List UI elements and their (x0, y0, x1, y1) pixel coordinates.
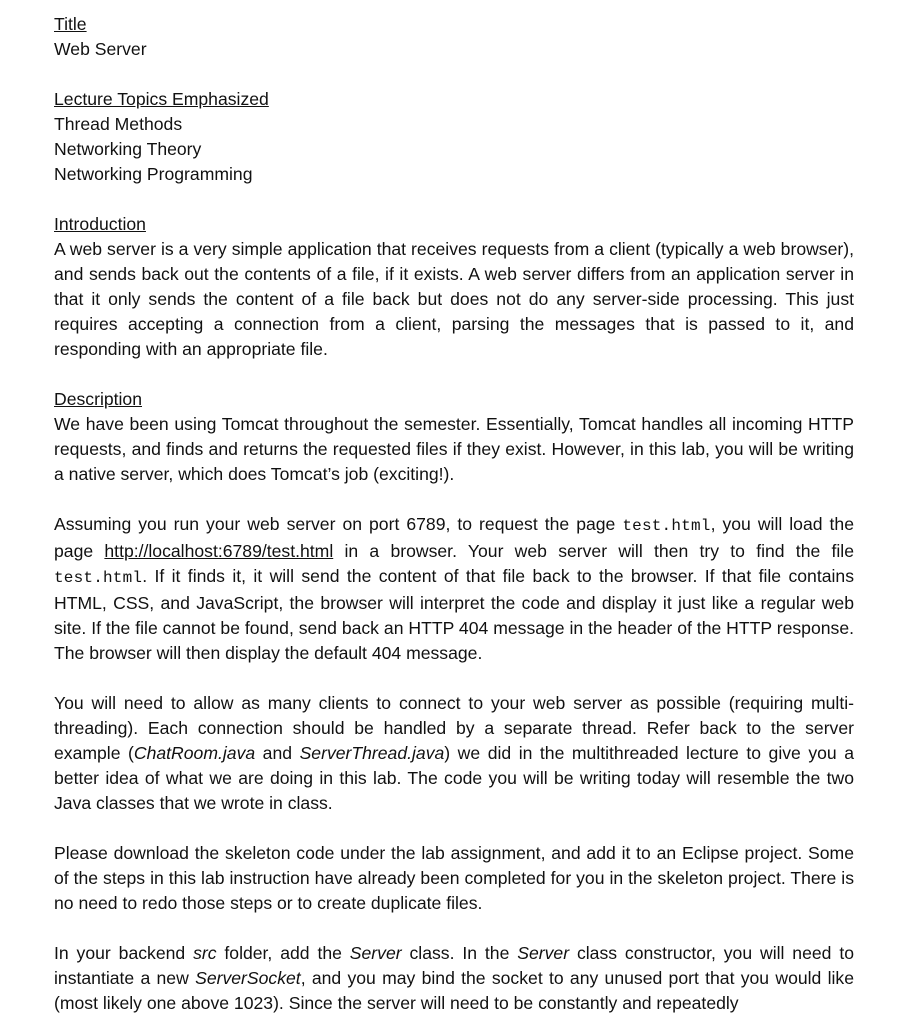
description-section (54, 387, 854, 1016)
paragraph-text: class constructor, you will need to instantiate a new (54, 943, 854, 988)
paragraph-text: class. In the (401, 943, 518, 963)
italic-term: ServerSocket (195, 968, 301, 988)
spacer (54, 816, 854, 841)
topics-heading: Lecture Topics Emphasized (54, 89, 269, 109)
description-paragraph-3 (54, 691, 854, 816)
paragraph-text: You will need to allow as many clients to connect to your web server as possible (requiring multi-threading). Each connection should be handled by a separate thread. Refer back to the server example ( (54, 693, 854, 763)
description-paragraph-4: Please download the skeleton code under the lab assignment, and add it to an Eclipse project. Some of the steps in this lab instruction have already been completed for you in the skeleton project. There is no need to redo those steps or to create duplicate files. (54, 843, 854, 913)
document-page (54, 12, 854, 1016)
introduction-paragraph: A web server is a very simple application that receives requests from a client (typically a web browser), and sends back out the contents of a file, if it exists. A web server differs from an application server in that it only sends the content of a file back but does not do any server-side processing. This just requires accepting a connection from a client, parsing the messages that is passed to it, and responding with an appropriate file. (54, 239, 854, 359)
title-value: Web Server (54, 39, 147, 59)
paragraph-text: . If it finds it, it will send the content of that file back to the browser. If that file contains HTML, CSS, and JavaScript, the browser will interpret the code and display it just like a regular web site. If the file cannot be found, send back an HTTP 404 message in the header of the HTTP response. The browser will then display the default 404 message. (54, 566, 854, 663)
italic-filename: ChatRoom.java (133, 743, 256, 763)
spacer (54, 62, 854, 87)
topic-item: Networking Programming (54, 164, 253, 184)
italic-term: Server (517, 943, 570, 963)
paragraph-text: In your backend (54, 943, 194, 963)
italic-term: src (193, 943, 217, 963)
description-paragraph-5 (54, 941, 854, 1016)
spacer (54, 487, 854, 512)
description-paragraph-2 (54, 512, 854, 666)
paragraph-text: and (255, 743, 300, 763)
paragraph-text: folder, add the (216, 943, 350, 963)
paragraph-text: in a browser. Your web server will then try to find the file (333, 541, 855, 561)
paragraph-text: , and you may bind the socket to any unused port that you would like (most likely one above 1023). Since the server will need to be constantly and repeatedly (54, 968, 854, 1013)
topic-item: Thread Methods (54, 114, 183, 134)
title-heading: Title (54, 14, 87, 34)
localhost-link[interactable]: http://localhost:6789/test.html (104, 541, 334, 561)
spacer (54, 187, 854, 212)
introduction-heading: Introduction (54, 214, 146, 234)
topics-section (54, 87, 854, 187)
spacer (54, 916, 854, 941)
spacer (54, 666, 854, 691)
paragraph-text: Assuming you run your web server on port 6789, to request the page (54, 514, 623, 534)
italic-term: Server (349, 943, 402, 963)
title-section (54, 12, 854, 62)
inline-code: test.html (622, 517, 711, 535)
paragraph-text: ) we did in the multithreaded lecture to give you a better idea of what we are doing in this lab. The code you will be writing today will resemble the two Java classes that we wrote in class. (54, 743, 854, 813)
description-heading: Description (54, 389, 143, 409)
inline-code: test.html (54, 569, 143, 587)
introduction-section (54, 212, 854, 362)
paragraph-text: , you will load the page (54, 514, 854, 561)
italic-filename: ServerThread.java (299, 743, 445, 763)
topic-item: Networking Theory (54, 139, 202, 159)
spacer (54, 362, 854, 387)
description-paragraph-1: We have been using Tomcat throughout the semester. Essentially, Tomcat handles all incoming HTTP requests, and finds and returns the requested files if they exist. However, in this lab, you will be writing a native server, which does Tomcat’s job (exciting!). (54, 414, 854, 484)
